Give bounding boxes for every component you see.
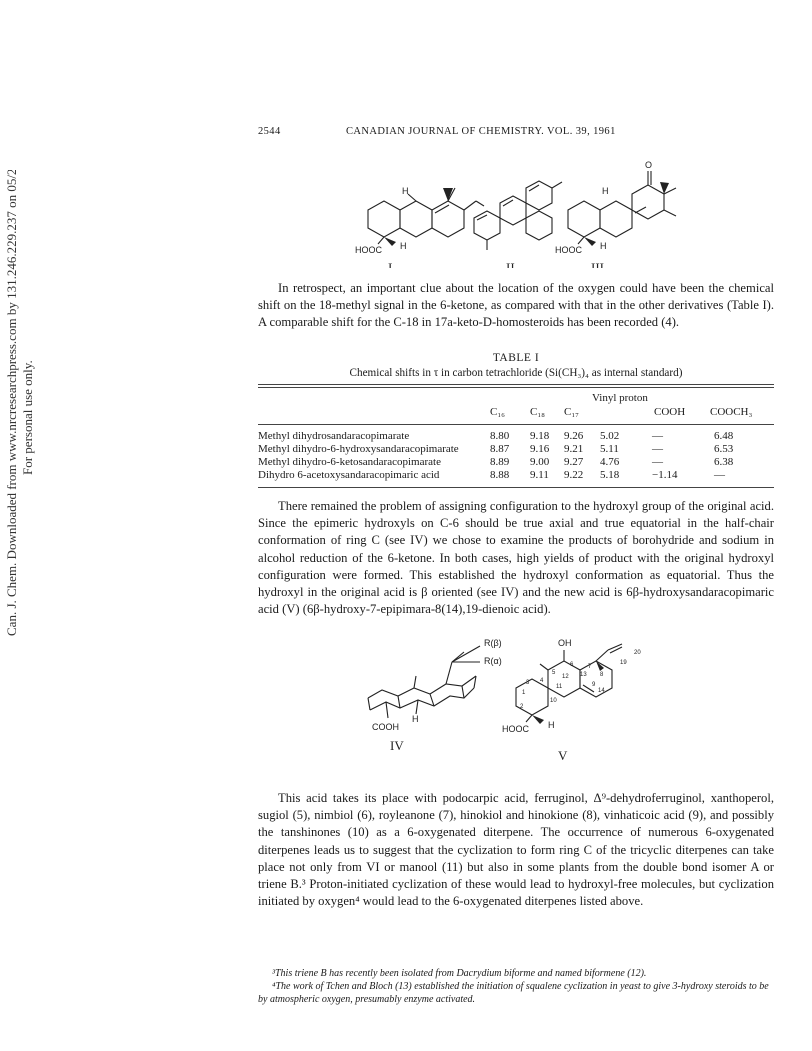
table-cell-value: — [652, 443, 663, 455]
table-cell-value: 8.88 [490, 469, 510, 481]
table-bottom-rule [258, 487, 774, 488]
footnote-3 [258, 968, 774, 981]
figure-structures-2 [258, 626, 774, 766]
structure-III-oxygen: O [645, 160, 653, 170]
locant-number: 2 [520, 704, 524, 710]
table-title: TABLE I [492, 352, 540, 364]
table-row [258, 443, 774, 457]
locant-number: 13 [580, 672, 587, 678]
table-cell-value: 4.76 [600, 456, 620, 468]
structure-V-oh: OH [558, 638, 572, 648]
locant-number: 10 [550, 698, 557, 704]
structure-IV [368, 646, 480, 718]
paragraph-1 [258, 280, 774, 332]
table-cell-value: 9.16 [530, 443, 550, 455]
structure-II [474, 181, 562, 250]
locant-number: 19 [620, 660, 627, 666]
locant-number: 14 [598, 688, 605, 694]
table-row [258, 469, 774, 483]
structure-III-h-lower: H [600, 241, 607, 251]
table-cell-value: — [652, 456, 663, 468]
structure-I-h-lower: H [400, 241, 407, 251]
table-cell-value: 8.89 [490, 456, 510, 468]
locant-number: 9 [592, 682, 596, 688]
table-cell-value: 5.11 [600, 443, 619, 455]
paragraph-3-text: This acid takes its place with podocarpic acid, ferruginol, Δ⁹-dehydroferruginol, xanthoperol, sugiol (5), nimbiol (6), royleanone (7), hinokiol and hinokione (8), vinhaticoic acid (9), and possibly the tanshinones (10) as a 6-oxygenated diterpene. The occurrence of numerous 6-oxygenated diterpenes leads us to suggest that the cyclization to form ring C of the tricyclic diterpenes can take place not only from VI or manool (11) but also in some plants from the double bond isomer A or triene B.³ Proton-initiated cyclization of these would lead to hydroxyl-free molecules, but cyclization initiated by oxygen⁴ would lead to the 6-oxygenated diterpenes listed above. [258, 791, 774, 909]
table-caption: Chemical shifts in τ in carbon tetrachloride (Si(CH₃)₄ as internal standard) [349, 367, 683, 379]
watermark-line2: For personal use only. [20, 360, 35, 475]
header-c16: C₁₆ [490, 406, 506, 418]
locant-number: 3 [526, 680, 530, 686]
table-cell-compound: Methyl dihydro-6-ketosandaracopimarate [258, 456, 441, 468]
table-cell-value: 9.00 [530, 456, 550, 468]
structure-IV-h: H [412, 714, 419, 724]
structure-diagram-1 [258, 158, 774, 268]
locant-number: 7 [588, 664, 592, 670]
table-row [258, 456, 774, 470]
table-cell-value: 9.11 [530, 469, 549, 481]
running-head [258, 126, 774, 142]
structure-IV-r-alpha: R(α) [484, 656, 502, 666]
watermark-line1: Can. J. Chem. Downloaded from www.nrcresearchpress.com by 131.246.229.237 on 05/21/14 [4, 170, 19, 636]
structure-III-hooc: HOOC [555, 245, 582, 255]
locant-number: 5 [552, 670, 556, 676]
table-cell-value: 9.27 [564, 456, 584, 468]
structure-V [516, 644, 622, 724]
locant-number: 12 [562, 674, 569, 680]
table-header [258, 392, 774, 406]
footnote-3-text: ³This triene B has recently been isolated from Dacrydium biforme and named biformene (12). [272, 968, 647, 979]
structure-V-label: V [558, 748, 568, 763]
locant-number: 1 [522, 690, 526, 696]
table-header-rule [258, 424, 774, 425]
structure-diagram-2 [258, 626, 774, 766]
structure-III [568, 171, 676, 246]
table-cell-value: — [714, 469, 725, 481]
locant-number: 4 [540, 678, 544, 684]
figure-structures-1 [258, 158, 774, 268]
table-cell-value: −1.14 [652, 469, 678, 481]
table-cell-value: — [652, 430, 663, 442]
paragraph-3 [258, 790, 774, 910]
table-cell-value: 9.26 [564, 430, 584, 442]
structure-IV-cooh: COOH [372, 722, 399, 732]
table-cell-value: 6.48 [714, 430, 734, 442]
table-cell-value: 9.18 [530, 430, 550, 442]
header-vinyl-proton: Vinyl proton [592, 392, 648, 404]
table-cell-value: 9.22 [564, 469, 584, 481]
header-cooch3: COOCH₃ [710, 406, 753, 418]
structure-I-h-upper: H [402, 186, 409, 196]
header-cooh: COOH [654, 406, 686, 418]
header-c17: C₁₇ [564, 406, 580, 418]
table-row [258, 430, 774, 444]
paragraph-1-text: In retrospect, an important clue about the location of the oxygen could have been the chemical shift on the 18-methyl signal in the 6-ketone, as compared with that in the other derivatives (Table I). A comparable shift for the C-18 in 17a-keto-D-homosteroids has been recorded (4). [258, 281, 774, 330]
page-number: 2544 [258, 126, 281, 137]
table-cell-compound: Methyl dihydrosandaracopimarate [258, 430, 410, 442]
structure-IV-label: IV [390, 738, 404, 753]
structure-V-h: H [548, 720, 555, 730]
table-top-rule [258, 384, 774, 385]
header-c18: C₁₈ [530, 406, 546, 418]
table-cell-compound: Dihydro 6-acetoxysandaracopimaric acid [258, 469, 440, 481]
table-cell-value: 5.02 [600, 430, 620, 442]
table-cell-value: 9.21 [564, 443, 584, 455]
structure-V-hooc: HOOC [502, 724, 529, 734]
table-cell-value: 8.80 [490, 430, 510, 442]
table-cell-compound: Methyl dihydro-6-hydroxysandaracopimarate [258, 443, 459, 455]
footnote-4-text: ⁴The work of Tchen and Bloch (13) established the initiation of squalene cyclization in yeast to give 3-hydroxy steroids to be by atmospheric oxygen, presumably enzyme activated. [258, 981, 769, 1005]
structure-IV-r-beta: R(β) [484, 638, 502, 648]
table-cell-value: 5.18 [600, 469, 620, 481]
table-header-row [258, 406, 774, 420]
locant-number: 11 [556, 684, 563, 690]
table-cell-value: 8.87 [490, 443, 510, 455]
structure-I-hooc: HOOC [355, 245, 382, 255]
structure-V-locants [520, 650, 641, 710]
footnote-4 [258, 981, 774, 1006]
paragraph-2 [258, 498, 774, 618]
structure-II-label: II [506, 260, 515, 268]
locant-number: 20 [634, 650, 641, 656]
table-cell-value: 6.53 [714, 443, 734, 455]
download-watermark [0, 170, 44, 650]
table-cell-value: 6.38 [714, 456, 734, 468]
locant-number: 8 [600, 672, 604, 678]
locant-number: 6 [570, 662, 574, 668]
journal-title: CANADIAN JOURNAL OF CHEMISTRY. VOL. 39, 1961 [346, 126, 616, 137]
structure-III-h-upper: H [602, 186, 609, 196]
table-top-rule-2 [258, 387, 774, 388]
structure-I [368, 188, 484, 246]
paragraph-2-text: There remained the problem of assigning configuration to the hydroxyl group of the original acid. Since the epimeric hydroxyls on C-6 should be true axial and true equatorial in the half-chair conformation of ring C (see IV) we chose to examine the products of borohydride and sodium in alcohol reduction of the 6-ketone. In both cases, high yields of product with the original hydroxyl configuration were formed. This established the hydroxyl conformation as equatorial. Thus the hydroxyl in the original acid is β oriented (see IV) and the new acid is 6β-hydroxysandaracopimaric acid (V) (6β-hydroxy-7-epipimara-8(14),19-dienoic acid). [258, 499, 774, 617]
structure-III-label: III [591, 260, 604, 268]
structure-I-label: I [388, 260, 393, 268]
